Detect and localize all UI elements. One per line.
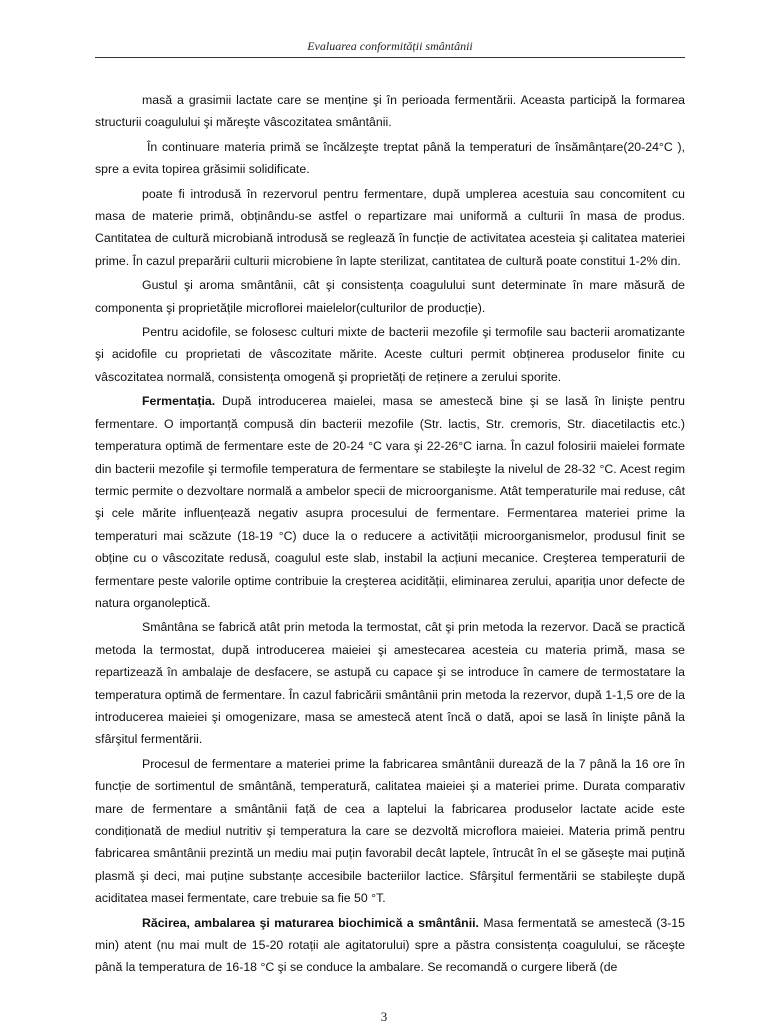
paragraph-text: masă a grasimii lactate care se menține şi în perioada fermentării. Aceasta participă la formarea structurii coagulului şi măreşte vâscozitatea smântânii. [95,93,685,130]
paragraph-text: Masa fermentată se amestecă (3-15 min) atent (nu mai mult de 15-20 rotații ale agitatorului) spre a păstra consistența coagulului, se răceşte până la temperatura de 16-18 °C şi se conduce la ambalare. Se recomandă o curgere liberă (de [95,915,685,975]
paragraph-text: poate fi introdusă în rezervorul pentru fermentare, după umplerea acestuia sau concomitent cu masa de materie primă, obținându-se astfel o repartizare mai uniformă a culturii în masa de produs. Cantitatea de cultură microbiană introdusă se reglează în funcție de activitatea acesteia şi calitatea materiei prime. În cazul preparării culturii microbiene în lapte sterilizat, cantitatea de cultură poate constitui 1-2% din. [95,186,685,268]
paragraph-acidofile [95,321,685,388]
paragraph-metode-fabricare [95,616,685,750]
paragraph-text: Gustul şi aroma smântânii, cât şi consistența coagulului sunt determinate în mare măsură de componenta şi proprietățile microflorei maielelor(culturilor de producție). [95,278,685,315]
paragraph-text: După introducerea maielei, masa se amestecă bine şi se lasă în linişte pentru fermentare. O importanță compusă din bacterii mezofile (Str. lactis, Str. cremoris, Str. diacetilactis etc.) temperatura optimă de fermentare este de 20-24 °C vara şi 22-26°C iarna. În cazul folosirii maielei formate din bacterii mezofile şi termofile temperatura de fermentare se stabileşte la nivelul de 28-32 °C. Acest regim termic permite o dezvoltare normală a ambelor specii de microorganisme. Atât temperaturile mai reduse, cât şi cele mărite influențează negativ asupra procesului de fermentare. Fermentarea materiei prime la temperaturi mai scăzute (18-19 °C) duce la o reducere a activității microorganismelor, produsul finit se obține cu o vâscozitate redusă, coagulul este slab, instabil la acțiuni mecanice. Creşterea temperaturii de fermentare peste valorile optime contribuie la creşterea acidității, eliminarea zerului, apariția unor defecte de natura organoleptică. [95,394,685,610]
paragraph-fermentatia [95,390,685,614]
body-text [95,89,685,981]
page-number: 3 [380,1009,388,1024]
paragraph-gust-aroma [95,274,685,319]
paragraph-incalzire [95,136,685,181]
header-rule [95,57,685,58]
section-heading-racirea: Răcirea, ambalarea şi maturarea biochimică a smântânii. [142,915,479,930]
paragraph-grasime [95,89,685,134]
running-header: Evaluarea conformității smântânii [307,39,473,53]
paragraph-racirea [95,912,685,979]
paragraph-text: În continuare materia primă se încălzeşte treptat până la temperaturi de însămânțare(20-24°C ), spre a evita topirea grăsimii solidificate. [95,139,685,177]
paragraph-text: Smântâna se fabrică atât prin metoda la termostat, cât şi prin metoda la rezervor. Dacă se practică metoda la termostat, după introducerea maieiei şi amestecarea acesteia cu materia primă, masa se repartizează în ambalaje de desfacere, se astupă cu capace şi se introduce în camere de termostatare la temperatura optimă de fermentare. În cazul fabricării smântânii prin metoda la rezervor, după 1-1,5 ore de la introducerea maieiei şi omogenizare, masa se amestecă atent încă o dată, apoi se lasă în linişte până la sfârşitul fermentării. [95,620,685,747]
paragraph-text: Pentru acidofile, se folosesc culturi mixte de bacterii mezofile şi termofile sau bacterii aromatizante şi acidofile cu proprietati de vâscozitate mărite. Aceste culturi permit obținerea produselor finite cu vâscozitatea normală, consistența omogenă şi proprietăți de reținere a zerului sporite. [95,325,685,384]
paragraph-text: Procesul de fermentare a materiei prime la fabricarea smântânii durează de la 7 până la 16 ore în funcție de sortimentul de smântână, temperatură, calitatea maieiei şi a materiei prime. Durata comparativ mare de fermentare a smântânii față de cea a laptelui la fabricarea produselor lactate acide este condiționată de mediul nutritiv şi temperatura la care se dezvoltă microflora maieiei. Materia primă pentru fabricarea smântânii prezintă un mediu mai puțin favorabil decât laptele, întrucât în el se găseşte mai puțină plasmă şi deci, mai puține substanțe accesibile bacteriilor lactice. Sfârşitul fermentării se stabileşte după aciditatea masei fermentate, care trebuie sa fie 50 °T. [95,756,685,906]
section-heading-fermentatia: Fermentația. [142,394,216,409]
paragraph-durata-fermentare [95,753,685,910]
paragraph-cultura [95,183,685,273]
